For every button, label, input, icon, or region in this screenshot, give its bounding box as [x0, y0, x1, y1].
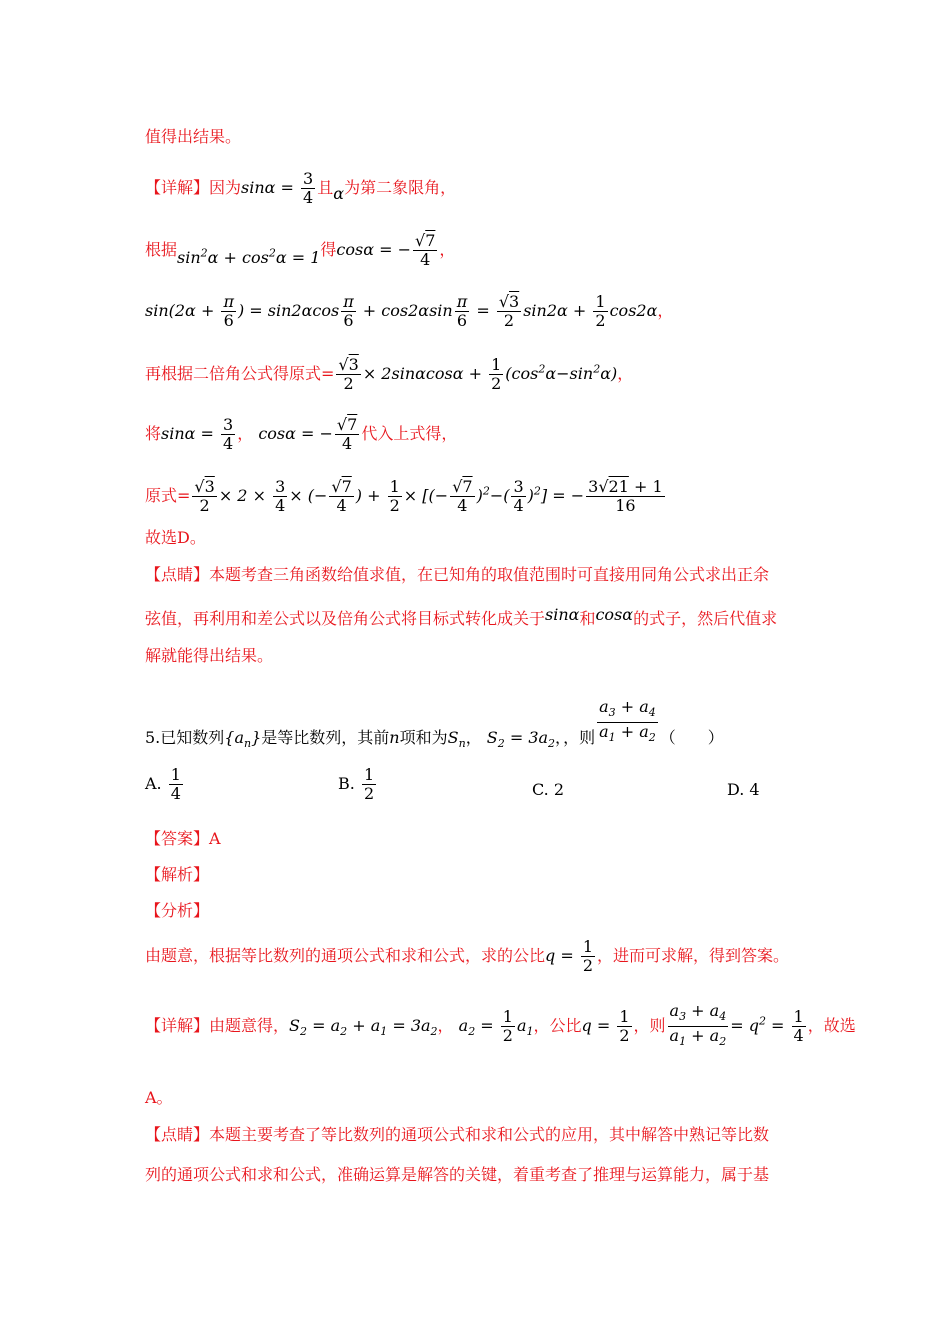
- comment-line-2: 弦值，再利用和差公式以及倍角公式将目标式转化成关于sinα和cosα的式子，然后代值求: [145, 605, 778, 628]
- option-a[interactable]: A. $\frac{1}{4}$: [145, 765, 181, 803]
- text-line: 值得出结果。: [145, 127, 242, 146]
- q5-detail-line: 【详解】由题意得，$S_2 = a_2 + a_1 = 3a_2$， $a_2$ = $\frac{1}{2}$ $a_1$，公比q = $\frac{1}{2}$ ，则 $\frac{a_3 + a_4}{a_1 + a_2}$ = $q^2$ = $\frac{1}{4}$ ，故选: [145, 1001, 856, 1049]
- option-d[interactable]: D. 4: [727, 780, 760, 799]
- analyze-line: 由题意，根据等比数列的通项公式和求和公式，求的公比q = $\frac{1}{2}$ ，进而可求解，得到答案。: [145, 937, 790, 975]
- option-b[interactable]: B. $\frac{1}{2}$: [338, 765, 375, 803]
- math-fraction: $\frac{3}{4}$: [303, 169, 314, 207]
- detail-line-1: 【详解】因为sinα = $\frac{3}{4}$ 且α为第二象限角，: [145, 169, 457, 207]
- choice-line: 故选D。: [145, 528, 206, 547]
- comment-line-3: 解就能得出结果。: [145, 646, 274, 665]
- option-c[interactable]: C. 2: [532, 780, 565, 799]
- detail-line-2: 根据$\sin^2\alpha + \cos^2\alpha = 1$得cosα = − $\frac{√7}{4}$ ，: [145, 231, 456, 269]
- q5-comment-line-2: 列的通项公式和求和公式，准确运算是解答的关键，着重考查了推理与运算能力，属于基: [145, 1165, 770, 1184]
- math-expr: $\sin^2\alpha + \cos^2\alpha = 1$: [177, 246, 321, 267]
- analyze-tag: 【分析】: [145, 901, 210, 920]
- analysis-tag: 【解析】: [145, 865, 210, 884]
- q5-comment-line-1: 【点睛】本题主要考查了等比数列的通项公式和求和公式的应用，其中解答中熟记等比数: [145, 1125, 770, 1144]
- q5-detail-end: A。: [145, 1088, 173, 1107]
- math-expr: sinα =: [241, 178, 300, 197]
- math-fraction: $\frac{√7}{4}$: [415, 231, 436, 269]
- math-expr: sin(2α +: [145, 301, 220, 320]
- detail-line-5: 将sinα = $\frac{3}{4}$ ， cosα = − $\frac{√7}{4}$ 代入上式得，: [145, 415, 458, 453]
- detail-line-4: 再根据二倍角公式得原式= $\frac{√3}{2}$ × 2sinαcosα + $\frac{1}{2}$ $(\cos^2\alpha-\sin^2\alpha)$，: [145, 355, 634, 393]
- detail-line-6: 原式= $\frac{√3}{2}$ × 2 × $\frac{3}{4}$ × (− $\frac{√7}{4}$ ) + $\frac{1}{2}$ × [(− $\frac{√7}{4}$ )$^2$−( $\frac{3}{4}$ )$^2$] = − $\frac{3√21 + 1}{16}$: [145, 477, 663, 515]
- detail-line-3: sin(2α + $\frac{\pi}{6}$ ) = sin2αcos $\frac{\pi}{6}$ + cos2αsin $\frac{\pi}{6}$ = $\frac{√3}{2}$ sin2α + $\frac{1}{2}$ cos2α，: [145, 292, 674, 330]
- comment-line-1: 【点睛】本题考查三角函数给值求值，在已知角的取值范围时可直接用同角公式求出正余: [145, 565, 770, 584]
- question-5-stem: 5.已知数列$\{a_n\}$是等比数列，其前n项和为$S_n$， $S_2 = 3a_2$，，则 $\frac{a_3 + a_4}{a_1 + a_2}$ （ ）: [145, 697, 724, 751]
- answer-line: 【答案】A: [145, 829, 221, 848]
- detail-tag: 【详解】: [145, 178, 210, 197]
